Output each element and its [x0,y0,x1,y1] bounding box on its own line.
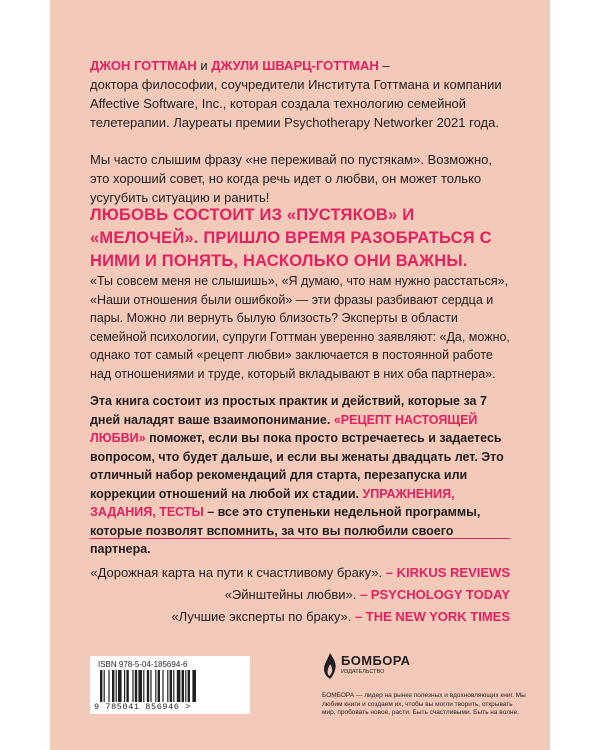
review-quote: «Дорожная карта на пути к счастливому браку». [90,565,386,580]
barcode-bar [132,670,133,702]
barcode-bar [104,670,105,702]
barcode-bar [158,670,160,702]
review-quote: «Эйнштейны любви». [224,587,360,602]
review-quote: «Лучшие эксперты по браку». [171,609,355,624]
review-source: – PSYCHOLOGY TODAY [359,587,510,602]
barcode-bar [177,670,181,702]
barcode-bar [118,670,122,702]
publisher-logo [322,650,411,690]
review-item [70,562,510,584]
barcode-bar [185,670,186,702]
bombora-flame-icon [322,652,338,682]
review-source: – THE NEW YORK TIMES [354,609,510,624]
book-highlight-exercises: УПРАЖНЕНИЯ, ЗАДАНИЯ, ТЕСТЫ [90,486,455,519]
barcode-bar [135,670,137,702]
reviews-list [70,562,510,628]
barcode-image [98,670,242,702]
barcode-bar [150,670,151,702]
back-cover [50,0,550,750]
intro-paragraph: Мы часто слышим фразу «не переживай по пустякам». Возможно, это хороший совет, но когда речь идет о любви, он может только усугубить ситуацию и ранить! [90,152,493,205]
author-name-2: ДЖУЛИ ШВАРЦ-ГОТТМАН [211,58,379,73]
barcode-bar [162,670,163,702]
divider-line [90,538,510,539]
barcode-bar [143,670,144,702]
barcode-bar [126,670,128,702]
quotes-paragraph: «Ты совсем меня не слышишь», «Я думаю, что нам нужно расстаться», «Наши отношения были ошибкой» — эти фразы разбивают сердца и пары. Можно ли вернуть былую близость? Эксперты в области семейной психологии, супруги Готтман уверенно заявляют: «Да, можно, однако тот самый «рецепт любви» заключается в постоянной работе над отношениями и труде, который вкладывают в них оба партнера». [90,274,510,381]
isbn-barcode-box [90,656,250,714]
barcode-bar [188,670,190,702]
barcode-bar [155,670,156,702]
barcode-bar [173,670,174,702]
isbn-label: ISBN 978-5-04-185694-6 [98,660,188,669]
barcode-bar [182,670,184,702]
barcode-bar [192,670,196,702]
review-item [70,584,510,606]
review-source: – KIRKUS REVIEWS [385,565,510,580]
author-conjunction: и [196,58,212,73]
book-text-part2: поможет, если вы пока просто встречаетесь и задаетесь вопросом, что будет дальше, и если вы женаты двадцать лет. Это отличный набор рекомендаций для старта, перезапуска или коррекции отношений на любой их стадии. [90,431,504,501]
publisher-logo-sub: ИЗДАТЕЛЬСТВО [341,669,385,675]
barcode-bar [112,670,114,702]
book-text-part3: – все это ступеньки недельной программы, которые позволят вспомнить, за что вы полюбили своего партнера. [90,505,481,556]
book-text-part1: Эта книга состоит из простых практик и действий, которые за 7 дней наладят ваше взаимопонимание. [90,394,487,427]
book-paragraph [90,392,510,559]
authors-bio: доктора философии, соучредители Института Готтмана и компании Affective Software, Inc., которая создала технологию семейной телетерапии. Лауреаты премии Psychotherapy Networker 2021 года. [90,77,502,130]
barcode-bar [170,670,172,702]
barcode-bar [167,670,168,702]
authors-block [90,56,510,132]
barcode-bar [116,670,117,702]
publisher-description: БОМБОРА — лидер на рынке полезных и вдохновляющих книг. Мы любим книги и создаем их, чтобы вы могли творить, открывать мир, пробовать новое, расти. Быть счастливыми. Быть на волне. [322,692,526,717]
barcode-bar [138,670,142,702]
barcode-bar [124,670,125,702]
isbn-digits: 9 785041 856946 > [94,702,191,712]
author-name-1: ДЖОН ГОТТМАН [90,58,197,73]
review-item [70,606,510,628]
book-highlight-recipe: «РЕЦЕПТ НАСТОЯЩЕЙ ЛЮБВИ» [90,412,478,445]
author-dash: – [378,58,390,73]
publisher-logo-name: БОМБОРА [341,653,411,668]
headline: ЛЮБОВЬ СОСТОИТ ИЗ «ПУСТЯКОВ» И «МЕЛОЧЕЙ». ПРИШЛО ВРЕМЯ РАЗОБРАТЬСЯ С НИМИ И ПОНЯТЬ, НАСКОЛЬКО ОНИ ВАЖНЫ. [90,206,492,270]
barcode-bar [108,670,109,702]
barcode-bar [100,670,102,702]
barcode-bar [147,670,149,702]
